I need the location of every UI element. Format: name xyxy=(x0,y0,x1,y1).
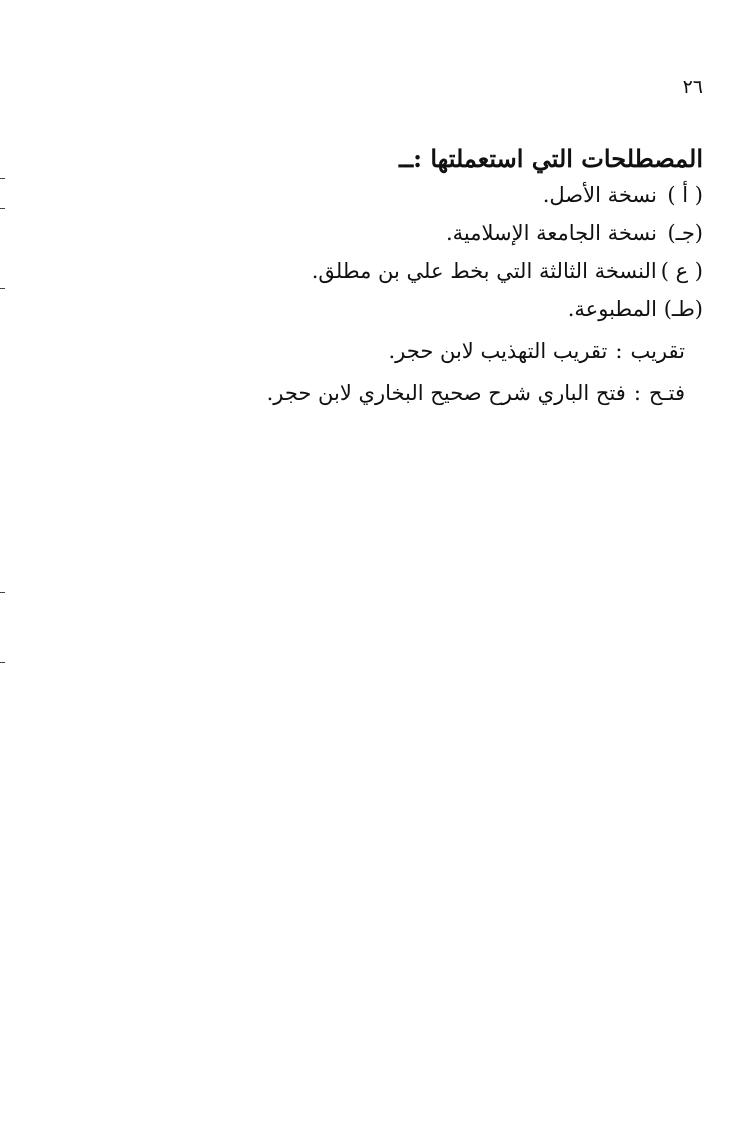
manuscript-description: النسخة الثالثة التي بخط علي بن مطلق. xyxy=(311,259,657,283)
abbreviation-meaning: تقريب التهذيب لابن حجر. xyxy=(388,339,608,363)
manuscript-siglum: ( ع ) xyxy=(660,259,703,283)
scan-edge-mark xyxy=(0,208,5,209)
scan-edge-mark xyxy=(0,662,5,663)
manuscript-siglum: ( أ ) xyxy=(667,183,703,207)
abbreviation-meaning: فتح الباري شرح صحيح البخاري لابن حجر. xyxy=(266,381,626,405)
manuscript-entry xyxy=(103,176,703,214)
manuscript-siglum: (جـ) xyxy=(667,221,703,245)
abbreviation-term: تقريب xyxy=(630,339,685,363)
abbreviation-term: فتـح xyxy=(648,381,685,405)
manuscript-description: نسخة الجامعة الإسلامية. xyxy=(445,221,657,245)
manuscript-entry xyxy=(103,252,703,290)
abbreviation-separator: : xyxy=(633,381,641,405)
scan-edge-mark xyxy=(0,178,5,179)
scan-edge-mark xyxy=(0,288,5,289)
abbreviation-entry xyxy=(103,330,685,372)
section-heading: المصطلحات التي استعملتها :ــ xyxy=(399,144,703,173)
abbreviation-entry xyxy=(103,372,685,414)
manuscript-entry xyxy=(103,214,703,252)
manuscript-sigla-list xyxy=(103,176,703,328)
manuscript-siglum: (طـ) xyxy=(663,297,703,321)
abbreviation-list xyxy=(103,330,703,414)
abbreviation-separator: : xyxy=(615,339,623,363)
scan-edge-mark xyxy=(0,592,5,593)
page-content xyxy=(103,142,703,414)
manuscript-description: نسخة الأصل. xyxy=(542,183,657,207)
manuscript-entry xyxy=(103,290,703,328)
manuscript-description: المطبوعة. xyxy=(567,297,657,321)
page-number: ٢٦ xyxy=(682,76,703,98)
